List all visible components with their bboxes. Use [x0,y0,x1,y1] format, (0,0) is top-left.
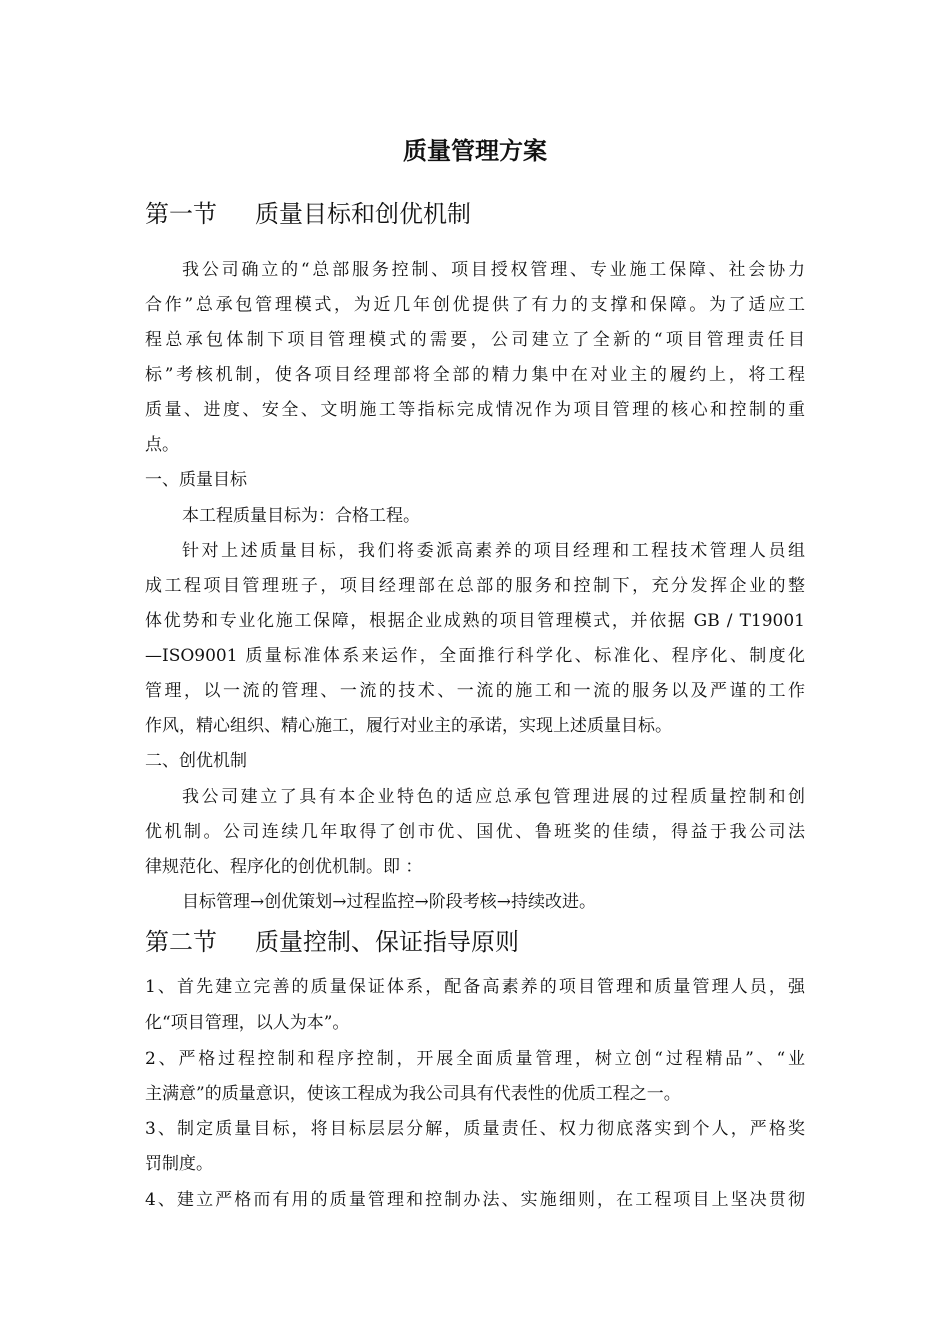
paragraph-line: 2、严格过程控制和程序控制，开展全面质量管理，树立创“过程精品”、“业 [145,1049,805,1069]
section2-number: 第二节 [145,928,217,956]
paragraph-line: 优机制。公司连续几年取得了创市优、国优、鲁班奖的佳绩，得益于我公司法 [145,822,805,842]
paragraph-line: 程总承包体制下项目管理模式的需要，公司建立了全新的“项目管理责任目 [145,330,805,350]
section1-title: 质量目标和创优机制 [255,200,471,228]
paragraph-line: 我公司建立了具有本企业特色的适应总承包管理进展的过程质量控制和创 [182,787,805,807]
paragraph-line: 罚制度。 [145,1154,213,1174]
paragraph-line: 作风，精心组织、精心施工，履行对业主的承诺，实现上述质量目标。 [145,716,672,736]
paragraph-line: 主满意”的质量意识，使该工程成为我公司具有代表性的优质工程之一。 [145,1084,681,1104]
section1-heading [145,196,471,232]
paragraph-line: 3、制定质量目标，将目标层层分解，质量责任、权力彻底落实到个人，严格奖 [145,1119,805,1139]
paragraph-line: 点。 [145,435,179,455]
paragraph-line: 合作”总承包管理模式，为近几年创优提供了有力的支撑和保障。为了适应工 [145,295,805,315]
subsection-heading: 一、质量目标 [145,470,247,490]
section2-heading [145,924,519,960]
paragraph-line: 管理，以一流的管理、一流的技术、一流的施工和一流的服务以及严谨的工作 [145,681,805,701]
subsection-heading: 二、创优机制 [145,751,247,771]
paragraph-line: 1、首先建立完善的质量保证体系，配备高素养的项目管理和质量管理人员，强 [145,977,805,997]
paragraph-line: 我公司确立的“总部服务控制、项目授权管理、专业施工保障、社会协力 [182,260,805,280]
quality-goal-text: 本工程质量目标为：合格工程。 [182,506,420,526]
paragraph-line: —ISO9001 质量标准体系来运作，全面推行科学化、标准化、程序化、制度化 [145,646,805,666]
paragraph-line: 针对上述质量目标，我们将委派高素养的项目经理和工程技术管理人员组 [182,541,805,561]
paragraph-line: 律规范化、程序化的创优机制。即 ： [145,857,423,877]
paragraph-line: 标”考核机制，使各项目经理部将全部的精力集中在对业主的履约上，将工程 [145,365,805,385]
paragraph-line: 4、建立严格而有用的质量管理和控制办法、实施细则，在工程项目上坚决贯彻 [145,1190,805,1210]
document-title: 质量管理方案 [403,136,547,165]
section1-number: 第一节 [145,200,217,228]
paragraph-line: 成工程项目管理班子，项目经理部在总部的服务和控制下，充分发挥企业的整 [145,576,805,596]
paragraph-line: 化“项目管理，以人为本”。 [145,1013,350,1033]
paragraph-line: 体优势和专业化施工保障，根据企业成熟的项目管理模式，并依据 GB / T19001 [145,611,805,631]
paragraph-line: 质量、进度、安全、文明施工等指标完成情况作为项目管理的核心和控制的重 [145,400,805,420]
process-flow-text: 目标管理→创优策划→过程监控→阶段考核→持续改进。 [182,892,596,912]
section2-title: 质量控制、保证指导原则 [255,928,519,956]
